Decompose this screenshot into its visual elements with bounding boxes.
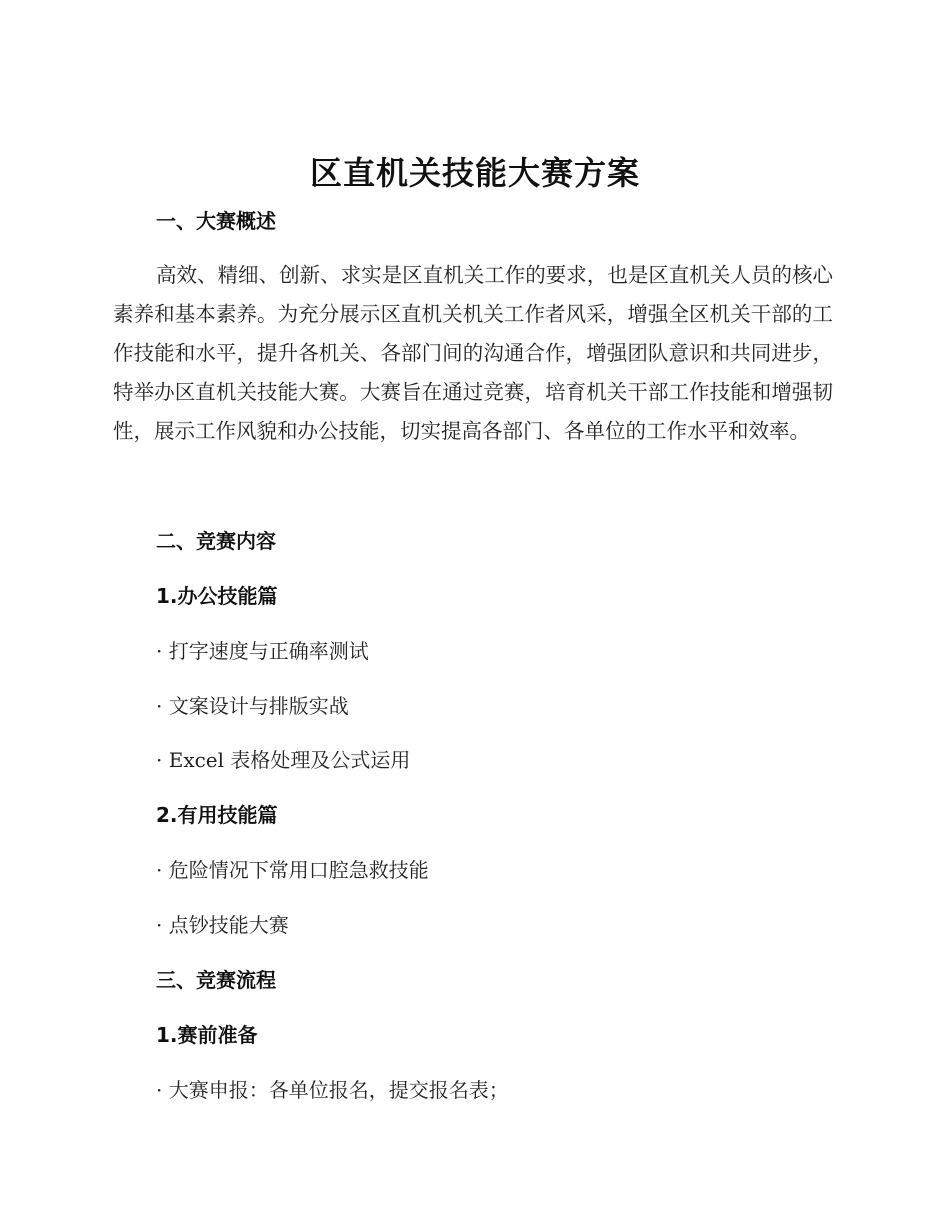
overview-paragraph: 高效、精细、创新、求实是区直机关工作的要求，也是区直机关人员的核心素养和基本素养。为充分展示区直机关机关工作者风采，增强全区机关干部的工作技能和水平，提升各机关、各部门间的沟通合作，增强团队意识和共同进步，特举办区直机关技能大赛。大赛旨在通过竞赛，培育机关干部工作技能和增强韧性，展示工作风貌和办公技能，切实提高各部门、各单位的工作水平和效率。 bbox=[113, 263, 833, 443]
subheading-office-skills: 1.办公技能篇 bbox=[156, 584, 278, 608]
list-item: · 危险情况下常用口腔急救技能 bbox=[156, 858, 429, 882]
list-item: · 大赛申报：各单位报名，提交报名表； bbox=[156, 1078, 509, 1102]
list-item: · 点钞技能大赛 bbox=[156, 913, 289, 937]
subheading-useful-skills: 2.有用技能篇 bbox=[156, 803, 278, 827]
list-item: · Excel 表格处理及公式运用 bbox=[156, 748, 411, 772]
section-heading-process: 三、竞赛流程 bbox=[156, 968, 276, 992]
document-title: 区直机关技能大赛方案 bbox=[309, 154, 640, 192]
list-item: · 文案设计与排版实战 bbox=[156, 694, 349, 718]
section-heading-content: 二、竞赛内容 bbox=[156, 529, 276, 553]
section-heading-overview: 一、大赛概述 bbox=[156, 209, 276, 233]
subheading-preparation: 1.赛前准备 bbox=[156, 1023, 258, 1047]
list-item: · 打字速度与正确率测试 bbox=[156, 639, 369, 663]
